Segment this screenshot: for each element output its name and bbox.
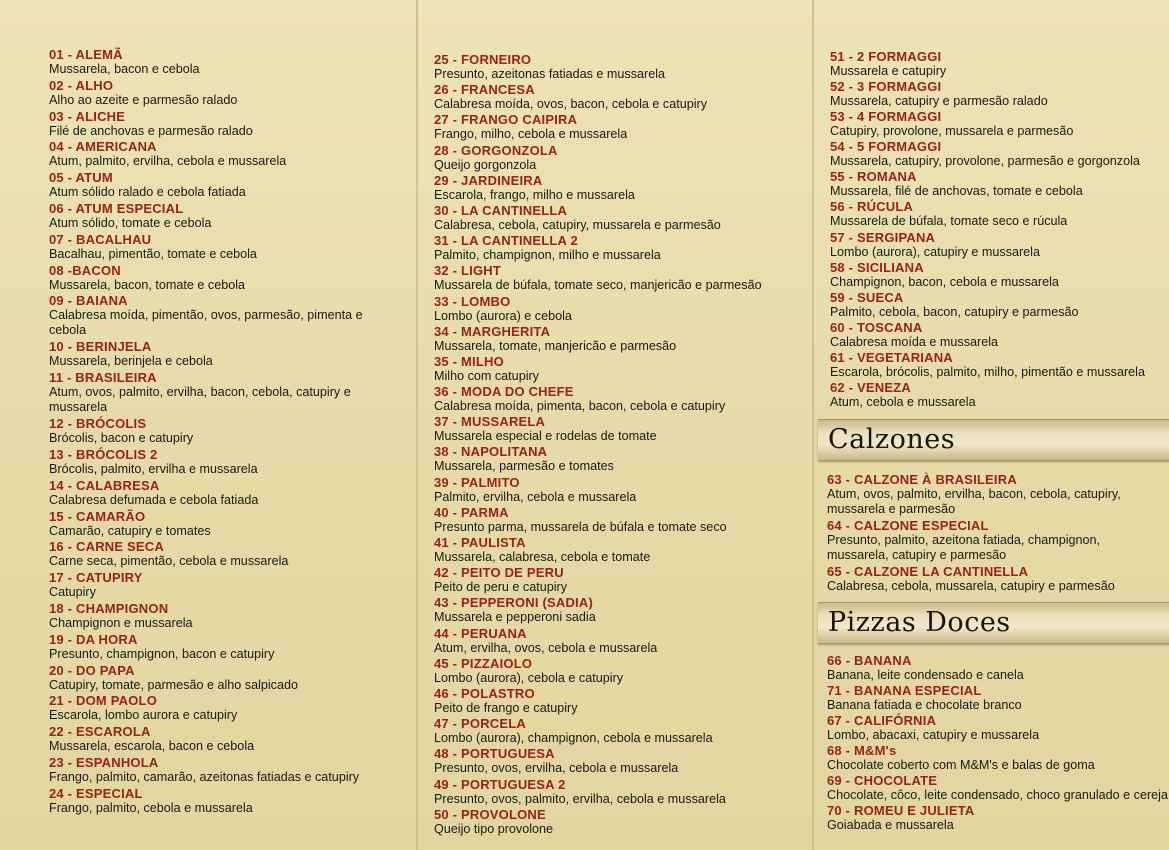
item-desc: Goiabada e mussarela (827, 818, 954, 833)
menu-item (49, 478, 415, 509)
menu-item (434, 414, 812, 444)
menu-item (827, 472, 1169, 518)
item-desc: Atum, ovos, palmito, ervilha, bacon, cebola, catupiry, mussarela e parmesão (827, 487, 1121, 516)
item-desc: Chocolate, côco, leite condensado, choco granulado e cereja (827, 788, 1168, 803)
menu-item (434, 716, 812, 746)
item-title: 02 - ALHO (49, 77, 114, 93)
item-title: 32 - LIGHT (434, 263, 502, 279)
menu-item (49, 693, 415, 724)
item-title: 27 - FRANGO CAIPIRA (434, 112, 578, 128)
item-title: 60 - TOSCANA (830, 319, 923, 335)
item-title: 42 - PEITO DE PERU (434, 565, 564, 581)
menu-item (434, 82, 812, 112)
item-title: 04 - AMERICANA (49, 139, 157, 155)
item-title: 68 - M&M's (827, 743, 897, 759)
menu-item (434, 294, 812, 324)
item-desc: Mussarela, bacon, tomate e cebola (49, 277, 246, 292)
item-desc: Calabresa, cebola, catupiry, mussarela e parmesão (434, 217, 721, 232)
item-title: 18 - CHAMPIGNON (49, 600, 169, 616)
menu-panel-middle (416, 0, 814, 850)
item-title: 63 - CALZONE À BRASILEIRA (827, 472, 1017, 487)
item-desc: Mussarela, catupiry, provolone, parmesão e gorgonzola (830, 154, 1140, 169)
item-title: 56 - RÚCULA (830, 199, 914, 215)
item-title: 08 -BACON (49, 262, 121, 278)
item-title: 19 - DA HORA (49, 631, 138, 647)
item-desc: Palmito, ervilha, cebola e mussarela (434, 489, 637, 504)
item-desc: Palmito, cebola, bacon, catupiry e parmesão (830, 304, 1079, 319)
item-desc: Atum sólido ralado e cebola fatiada (49, 185, 246, 200)
item-desc: Mussarela, calabresa, cebola e tomate (434, 550, 651, 564)
menu-item (49, 47, 415, 78)
item-title: 14 - CALABRESA (49, 477, 160, 493)
menu-item (830, 320, 1169, 350)
menu-item (49, 293, 415, 339)
item-title: 35 - MILHO (434, 353, 504, 369)
menu-item (827, 743, 1169, 773)
item-desc: Calabresa moída, pimentão, ovos, parmesão, pimenta e cebola (49, 308, 363, 338)
item-desc: Calabresa moída, ovos, bacon, cebola e catupiry (434, 97, 708, 112)
item-title: 62 - VENEZA (830, 380, 911, 396)
item-title: 38 - NAPOLITANA (434, 444, 548, 460)
item-title: 57 - SERGIPANA (830, 229, 936, 245)
item-desc: Lombo, abacaxi, catupiry e mussarela (827, 728, 1040, 743)
item-title: 50 - PROVOLONE (434, 806, 546, 822)
calzones-banner (818, 419, 1169, 461)
item-desc: Queijo tipo provolone (434, 821, 554, 836)
item-desc: Lombo (aurora), champignon, cebola e mussarela (434, 731, 713, 746)
item-desc: Lombo (aurora) e cebola (434, 308, 572, 323)
menu-item (830, 290, 1169, 320)
calzones-heading: Calzones (828, 424, 956, 455)
menu-item (434, 777, 812, 807)
item-desc: Escarola, lombo aurora e catupiry (49, 708, 238, 723)
item-title: 12 - BRÓCOLIS (49, 416, 147, 432)
item-desc: Frango, palmito, camarão, azeitonas fatiadas e catupiry (49, 769, 360, 784)
item-title: 61 - VEGETARIANA (830, 349, 953, 365)
item-desc: Filé de anchovas e parmesão ralado (49, 123, 253, 138)
item-desc: Mussarela, tomate, manjericão e parmesão (434, 338, 677, 353)
item-title: 05 - ATUM (49, 170, 113, 186)
menu-item (830, 79, 1169, 109)
item-desc: Presunto, ovos, ervilha, cebola e mussarela (434, 761, 679, 776)
item-desc: Catupiry, tomate, parmesão e alho salpicado (49, 677, 298, 692)
item-title: 48 - PORTUGUESA (434, 746, 555, 762)
menu-item (434, 595, 812, 625)
menu-panel-left (0, 0, 416, 850)
item-desc: Peito de peru e catupiry (434, 580, 568, 595)
item-title: 11 - BRASILEIRA (49, 370, 157, 386)
menu-item (827, 773, 1169, 803)
item-desc: Calabresa moída, pimenta, bacon, cebola e catupiry (434, 399, 726, 414)
menu-item (49, 509, 415, 540)
item-title: 21 - DOM PAOLO (49, 693, 158, 709)
item-title: 44 - PERUANA (434, 625, 527, 641)
item-title: 47 - PORCELA (434, 716, 526, 732)
item-title: 06 - ATUM ESPECIAL (49, 200, 184, 216)
item-title: 46 - POLASTRO (434, 685, 535, 701)
menu-item (434, 112, 812, 142)
menu-item (49, 263, 415, 294)
item-title: 13 - BRÓCOLIS 2 (49, 446, 158, 462)
item-title: 55 - ROMANA (830, 169, 917, 185)
item-title: 45 - PIZZAIOLO (434, 655, 533, 671)
item-desc: Lombo (aurora), catupiry e mussarela (830, 244, 1040, 259)
item-title: 25 - FORNEIRO (434, 52, 532, 67)
item-desc: Atum, ovos, palmito, ervilha, bacon, cebola, catupiry e mussarela (49, 385, 351, 415)
item-desc: Frango, milho, cebola e mussarela (434, 127, 628, 142)
item-title: 31 - LA CANTINELLA 2 (434, 233, 578, 249)
item-title: 64 - CALZONE ESPECIAL (827, 518, 989, 533)
item-desc: Carne seca, pimentão, cebola e mussarela (49, 554, 289, 569)
item-desc: Frango, palmito, cebola e mussarela (49, 800, 253, 815)
menu-item (49, 539, 415, 570)
item-title: 70 - ROMEU E JULIETA (827, 803, 975, 819)
item-desc: Mussarela de búfala, tomate seco e rúcula (830, 214, 1068, 229)
menu-panel-right (812, 0, 1169, 850)
item-desc: Alho ao azeite e parmesão ralado (49, 92, 238, 107)
item-title: 09 - BAIANA (49, 293, 128, 309)
item-title: 16 - CARNE SECA (49, 539, 164, 555)
item-title: 37 - MUSSARELA (434, 414, 546, 430)
item-title: 51 - 2 FORMAGGI (830, 49, 942, 64)
menu-item (49, 755, 415, 786)
item-desc: Chocolate coberto com M&M's e balas de goma (827, 758, 1095, 773)
menu-item (49, 416, 415, 447)
item-desc: Calabresa, cebola, mussarela, catupiry e parmesão (827, 579, 1115, 593)
menu-item (434, 203, 812, 233)
menu-item (49, 663, 415, 694)
item-title: 65 - CALZONE LA CANTINELLA (827, 564, 1029, 579)
pizzas-doces-list (827, 653, 1169, 834)
menu-item (434, 354, 812, 384)
item-title: 49 - PORTUGUESA 2 (434, 776, 566, 792)
item-desc: Calabresa moída e mussarela (830, 334, 998, 349)
item-title: 03 - ALICHE (49, 108, 126, 124)
menu-item (49, 370, 415, 416)
menu-item (434, 444, 812, 474)
menu-item (49, 632, 415, 663)
menu-item (434, 233, 812, 263)
item-desc: Brócolis, bacon e catupiry (49, 431, 194, 446)
item-desc: Presunto, ovos, palmito, ervilha, cebola e mussarela (434, 791, 726, 806)
item-desc: Mussarela especial e rodelas de tomate (434, 429, 657, 444)
calzones-list (827, 472, 1169, 595)
item-desc: Peito de frango e catupiry (434, 700, 578, 715)
item-desc: Presunto, azeitonas fatiadas e mussarela (434, 67, 666, 81)
item-desc: Atum sólido, tomate e cebola (49, 215, 212, 230)
menu-item (830, 260, 1169, 290)
item-desc: Champignon e mussarela (49, 615, 193, 630)
item-desc: Camarão, catupiry e tomates (49, 523, 211, 538)
menu-item (830, 169, 1169, 199)
item-title: 40 - PARMA (434, 504, 509, 520)
item-title: 59 - SUECA (830, 289, 904, 305)
item-desc: Bacalhau, pimentão, tomate e cebola (49, 246, 257, 261)
menu-item (827, 653, 1169, 683)
item-title: 71 - BANANA ESPECIAL (827, 683, 982, 699)
item-desc: Escarola, frango, milho e mussarela (434, 187, 635, 202)
item-desc: Presunto parma, mussarela de búfala e tomate seco (434, 519, 727, 534)
item-title: 58 - SICILIANA (830, 259, 924, 275)
menu-item (434, 475, 812, 505)
item-desc: Banana fatiada e chocolate branco (827, 698, 1022, 713)
menu-item (49, 570, 415, 601)
menu-item (830, 109, 1169, 139)
menu-list-1 (49, 47, 415, 817)
item-desc: Brócolis, palmito, ervilha e mussarela (49, 461, 258, 476)
item-desc: Escarola, brócolis, palmito, milho, pimentão e mussarela (830, 364, 1145, 379)
menu-item (49, 139, 415, 170)
menu-item (49, 78, 415, 109)
menu-item (434, 143, 812, 173)
item-title: 29 - JARDINEIRA (434, 172, 543, 188)
menu-item (434, 565, 812, 595)
menu-list-2 (434, 52, 812, 837)
item-title: 26 - FRANCESA (434, 82, 535, 98)
menu-item (49, 232, 415, 263)
item-title: 41 - PAULISTA (434, 535, 526, 550)
menu-item (434, 746, 812, 776)
menu-item (49, 170, 415, 201)
item-desc: Mussarela, bacon e cebola (49, 62, 200, 76)
item-desc: Banana, leite condensado e canela (827, 668, 1024, 682)
item-title: 33 - LOMBO (434, 293, 511, 309)
item-desc: Mussarela e catupiry (830, 64, 947, 78)
item-title: 17 - CATUPIRY (49, 570, 143, 586)
menu-item (830, 139, 1169, 169)
menu-item (830, 199, 1169, 229)
item-title: 52 - 3 FORMAGGI (830, 79, 942, 95)
item-title: 01 - ALEMÃ (49, 47, 123, 62)
item-desc: Mussarela, filé de anchovas, tomate e cebola (830, 184, 1083, 199)
item-title: 10 - BERINJELA (49, 339, 152, 355)
item-title: 20 - DO PAPA (49, 662, 135, 678)
menu-item (434, 505, 812, 535)
item-title: 67 - CALIFÓRNIA (827, 713, 937, 729)
item-desc: Mussarela, escarola, bacon e cebola (49, 739, 255, 754)
menu-item (830, 380, 1169, 410)
item-desc: Atum, cebola e mussarela (830, 395, 976, 410)
item-desc: Presunto, palmito, azeitona fatiada, champignon, mussarela, catupiry e parmesão (827, 533, 1101, 562)
item-title: 43 - PEPPERONI (SADIA) (434, 595, 593, 611)
item-desc: Atum, palmito, ervilha, cebola e mussarela (49, 154, 287, 169)
item-desc: Palmito, champignon, milho e mussarela (434, 248, 661, 263)
menu-item (49, 724, 415, 755)
pizzas-doces-banner (818, 602, 1169, 644)
item-desc: Calabresa defumada e cebola fatiada (49, 492, 259, 507)
menu-item (830, 350, 1169, 380)
item-desc: Milho com catupiry (434, 368, 539, 383)
menu-item (827, 518, 1169, 564)
menu-item (434, 324, 812, 354)
item-title: 53 - 4 FORMAGGI (830, 109, 942, 125)
item-desc: Catupiry (49, 585, 96, 600)
menu-item (434, 626, 812, 656)
item-desc: Mussarela, catupiry e parmesão ralado (830, 94, 1048, 109)
item-title: 28 - GORGONZOLA (434, 142, 558, 158)
item-desc: Mussarela, berinjela e cebola (49, 354, 213, 369)
item-title: 39 - PALMITO (434, 474, 520, 490)
menu-item (434, 656, 812, 686)
item-title: 54 - 5 FORMAGGI (830, 139, 942, 155)
menu-item (49, 109, 415, 140)
item-desc: Lombo (aurora), cebola e catupiry (434, 670, 624, 685)
item-desc: Queijo gorgonzola (434, 157, 537, 172)
menu-item (49, 786, 415, 817)
item-title: 66 - BANANA (827, 653, 912, 668)
menu-item (434, 263, 812, 293)
item-desc: Mussarela e pepperoni sadia (434, 610, 596, 625)
item-desc: Presunto, champignon, bacon e catupiry (49, 646, 275, 661)
menu-item (827, 683, 1169, 713)
menu-item (827, 803, 1169, 833)
menu-item (434, 535, 812, 565)
item-title: 24 - ESPECIAL (49, 785, 143, 801)
item-title: 69 - CHOCOLATE (827, 773, 938, 789)
item-desc: Catupiry, provolone, mussarela e parmesão (830, 124, 1074, 139)
item-desc: Mussarela, parmesão e tomates (434, 459, 614, 474)
item-title: 30 - LA CANTINELLA (434, 202, 568, 218)
menu-item (49, 601, 415, 632)
menu-item (434, 173, 812, 203)
menu-item (827, 564, 1169, 595)
item-title: 36 - MODA DO CHEFE (434, 384, 574, 400)
item-desc: Atum, ervilha, ovos, cebola e mussarela (434, 640, 658, 655)
menu-item (827, 713, 1169, 743)
pizzas-doces-heading: Pizzas Doces (828, 607, 1011, 638)
menu-item (434, 686, 812, 716)
menu-item (49, 201, 415, 232)
menu-item (434, 52, 812, 82)
menu-item (434, 807, 812, 837)
item-title: 22 - ESCAROLA (49, 724, 151, 740)
item-desc: Mussarela de búfala, tomate seco, manjericão e parmesão (434, 278, 762, 293)
item-title: 34 - MARGHERITA (434, 323, 551, 339)
menu-item (830, 49, 1169, 79)
menu-item (434, 384, 812, 414)
item-title: 15 - CAMARÃO (49, 508, 146, 524)
item-title: 23 - ESPANHOLA (49, 754, 159, 770)
item-desc: Champignon, bacon, cebola e mussarela (830, 274, 1059, 289)
menu-item (830, 230, 1169, 260)
menu-item (49, 339, 415, 370)
item-title: 07 - BACALHAU (49, 231, 152, 247)
menu-list-3 (830, 49, 1169, 410)
menu-item (49, 447, 415, 478)
